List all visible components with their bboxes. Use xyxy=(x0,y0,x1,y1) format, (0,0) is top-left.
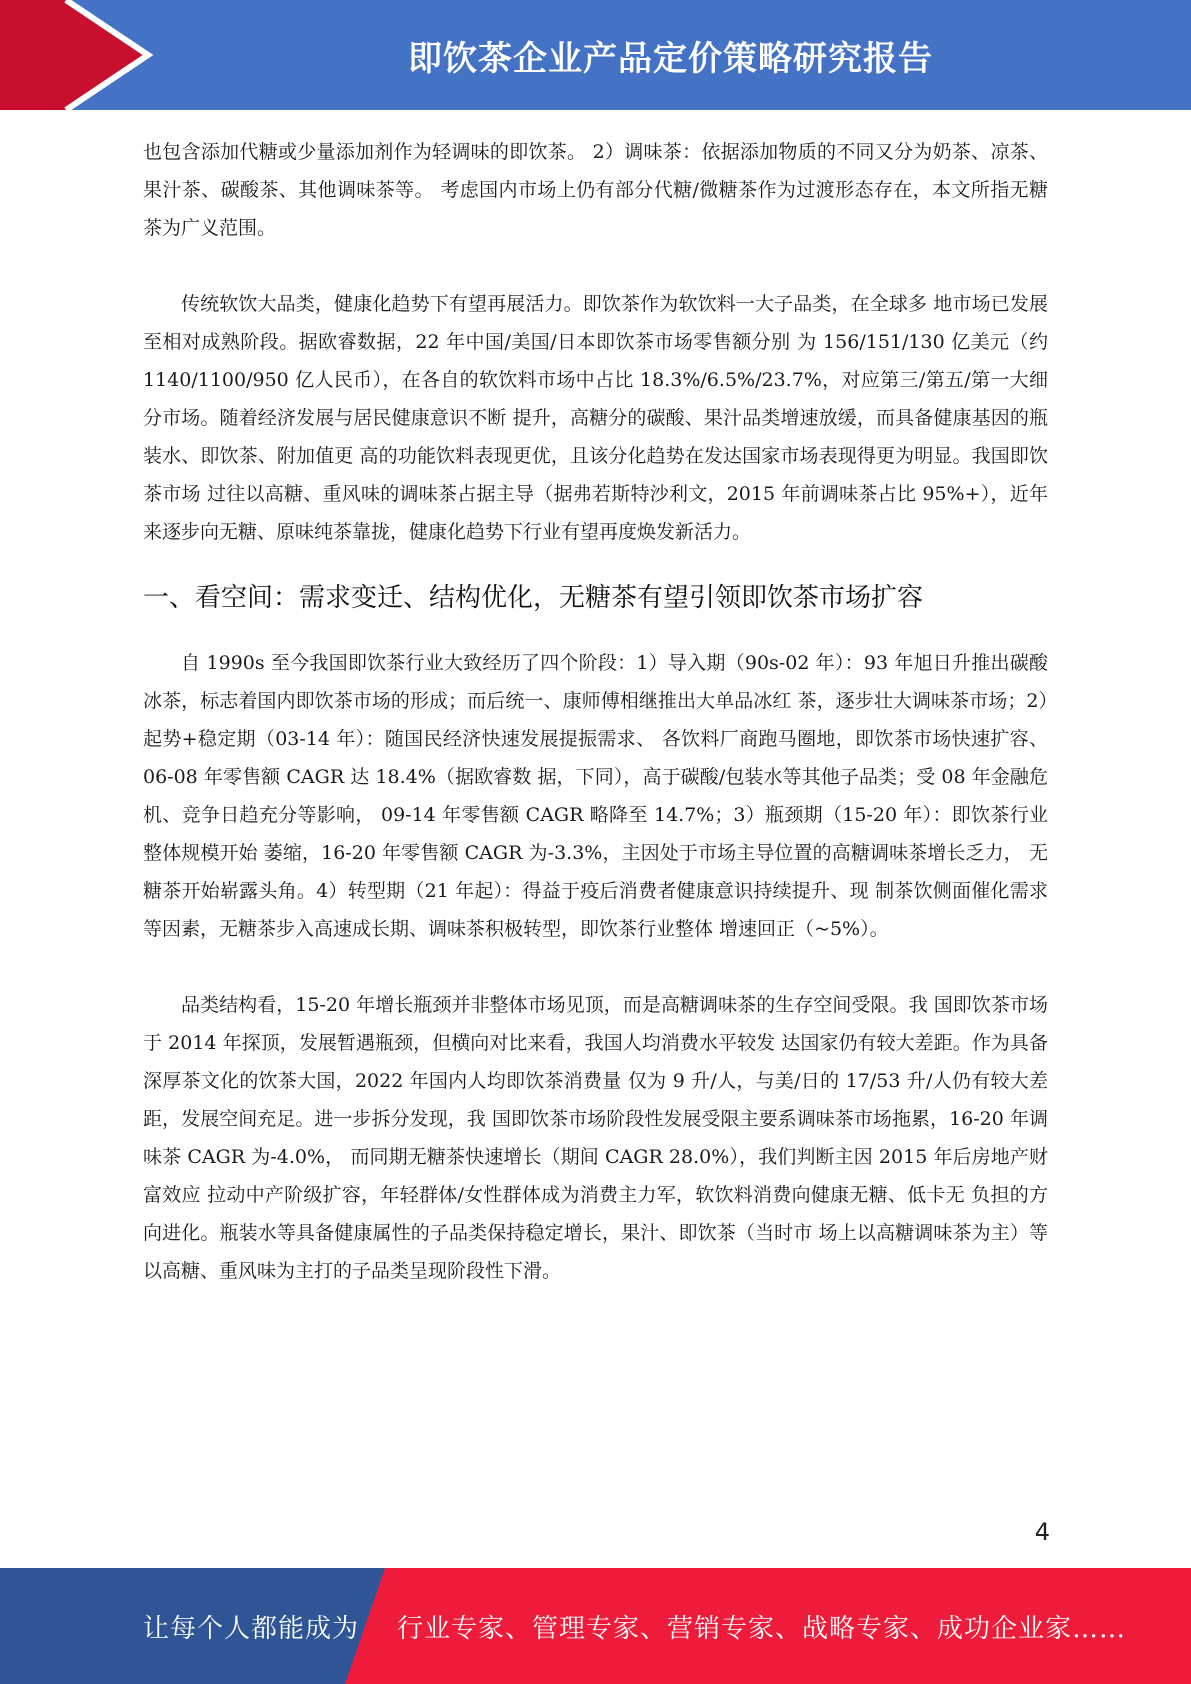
section-heading: 一、看空间：需求变迁、结构优化，无糖茶有望引领即饮茶市场扩容 xyxy=(143,583,924,613)
header-bar xyxy=(0,0,1191,110)
paragraph-spacer xyxy=(143,948,1048,986)
page-title: 即饮茶企业产品定价策略研究报告 xyxy=(408,38,933,79)
paragraph-continuation: 也包含添加代糖或少量添加剂作为轻调味的即饮茶。 2）调味茶：依据添加物质的不同又分为奶茶、凉茶、果汁茶、碳酸茶、其他调味茶等。 考虑国内市场上仍有部分代糖/微糖茶作为过渡形态存在，本文所指无糖茶为广义范围。 xyxy=(143,141,1048,239)
footer-slogan-right: 行业专家、管理专家、营销专家、战略专家、成功企业家…… xyxy=(397,1613,1127,1644)
footer-slogan-left: 让每个人都能成为 xyxy=(143,1613,360,1644)
paragraph-market-overview: 传统软饮大品类，健康化趋势下有望再展活力。即饮茶作为软饮料一大子品类，在全球多 地市场已发展至相对成熟阶段。据欧睿数据，22 年中国/美国/日本即饮茶市场零售额分别 为 156/151/130 亿美元（约 1140/1100/950 亿人民币），在各自的软饮料市场中占比 18.3%/6.5%/23.7%，对应第三/第五/第一大细分市场。随着经济发展与居民健康意识不断 提升，高糖分的碳酸、果汁品类增速放缓，而具备健康基因的瓶装水、即饮茶、附加值更 高的功能饮料表现更优，且该分化趋势在发达国家市场表现得更为明显。我国即饮茶市场 过往以高糖、重风味的调味茶占据主导（据弗若斯特沙利文，2015 年前调味茶占比 95%+），近年来逐步向无糖、原味纯茶靠拢，健康化趋势下行业有望再度焕发新活力。 xyxy=(143,293,1048,543)
document-body xyxy=(143,133,1048,1290)
footer-bar xyxy=(0,1568,1191,1684)
paragraph-industry-stages: 自 1990s 至今我国即饮茶行业大致经历了四个阶段：1）导入期（90s-02 年）：93 年旭日升推出碳酸冰茶，标志着国内即饮茶市场的形成；而后统一、康师傅相继推出大单品冰红 茶，逐步壮大调味茶市场；2）起势+稳定期（03-14 年）：随国民经济快速发展提振需求、 各饮料厂商跑马圈地，即饮茶市场快速扩容、06-08 年零售额 CAGR 达 18.4%（据欧睿数 据，下同），高于碳酸/包装水等其他子品类；受 08 年金融危机、竞争日趋充分等影响， 09-14 年零售额 CAGR 略降至 14.7%；3）瓶颈期（15-20 年）：即饮茶行业整体规模开始 萎缩，16-20 年零售额 CAGR 为-3.3%，主因处于市场主导位置的高糖调味茶增长乏力， 无糖茶开始崭露头角。4）转型期（21 年起）：得益于疫后消费者健康意识持续提升、现 制茶饮侧面催化需求等因素，无糖茶步入高速成长期、调味茶积极转型，即饮茶行业整体 增速回正（~5%）。 xyxy=(143,652,1048,940)
page-number: 4 xyxy=(1034,1518,1050,1546)
paragraph-category-structure: 品类结构看，15-20 年增长瓶颈并非整体市场见顶，而是高糖调味茶的生存空间受限。我 国即饮茶市场于 2014 年探顶，发展暂遇瓶颈，但横向对比来看，我国人均消费水平较发 达国家仍有较大差距。作为具备深厚茶文化的饮茶大国，2022 年国内人均即饮茶消费量 仅为 9 升/人，与美/日的 17/53 升/人仍有较大差距，发展空间充足。进一步拆分发现，我 国即饮茶市场阶段性发展受限主要系调味茶市场拖累，16-20 年调味茶 CAGR 为-4.0%， 而同期无糖茶快速增长（期间 CAGR 28.0%），我们判断主因 2015 年后房地产财富效应 拉动中产阶级扩容，年轻群体/女性群体成为消费主力军，软饮料消费向健康无糖、低卡无 负担的方向进化。瓶装水等具备健康属性的子品类保持稳定增长，果汁、即饮茶（当时市 场上以高糖调味茶为主）等以高糖、重风味为主打的子品类呈现阶段性下滑。 xyxy=(143,994,1048,1282)
paragraph-spacer xyxy=(143,247,1048,285)
